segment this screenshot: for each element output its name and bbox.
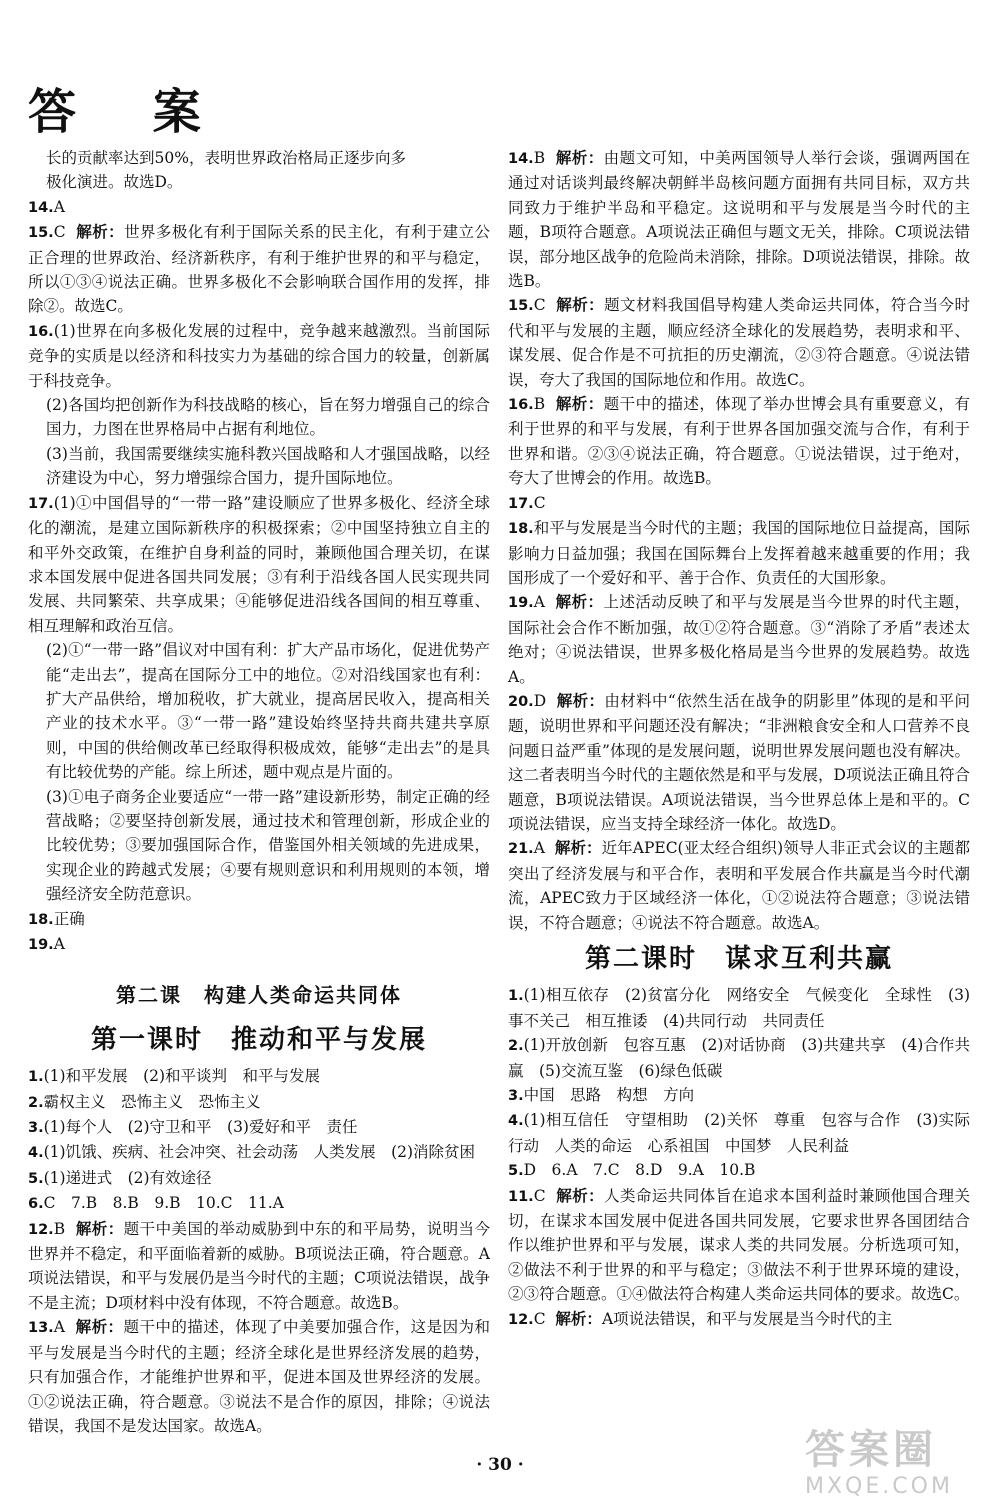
answer-text: 和平与发展是当今时代的主题；我国的国际地位日益提高，国际影响力日益加强；我国在国际舞台上发挥着越来越重要的作用；我国形成了一个爱好和平、善于合作、负责任的大国形象。 [508, 519, 970, 587]
analysis-text: 人类命运共同体旨在追求本国利益时兼顾他国合理关切，在谋求本国发展中促进各国共同发展，它要求世界各国团结合作以维护世界和平与发展，谋求人类的共同发展。分析选项可知，②做法不利于世界的和平与稳定；③做法不利于世界环境的建设，②③符合题意。①④做法符合构建人类命运共同体的要求。故选C。 [508, 1186, 970, 1304]
answer-item [508, 1033, 970, 1083]
answer-item [28, 1217, 490, 1316]
answer-number: 17. [28, 495, 54, 512]
intro-line-2: 极化演进。故选D。 [46, 173, 183, 192]
answer-number: 12. [508, 1311, 534, 1328]
answer-list [28, 195, 490, 958]
answer-item [508, 392, 970, 491]
answer-text: B [533, 149, 546, 167]
answer-number: 18. [28, 911, 54, 928]
analysis-label: 解析： [555, 148, 604, 167]
analysis-label: 解析： [75, 1317, 124, 1337]
analysis-label: 解析： [76, 222, 125, 242]
answer-item [508, 836, 970, 935]
analysis-text: 世界多极化有利于国际关系的民主化，有利于建立公正合理的世界政治、经济新秩序，有利于维护世界的和平与稳定，所以①③④说法正确。世界多极化不会影响联合国作用的发挥，排除②。故选C。 [28, 223, 490, 316]
answer-text: C [533, 1186, 546, 1205]
answer-list [508, 146, 970, 935]
answer-text: (1)和平发展 (2)和平谈判 和平与发展 [43, 1067, 321, 1086]
analysis-text: 题干中美国的举动威胁到中东的和平局势，说明当今世界并不稳定，和平面临着新的威胁。B项说法正确，符合题意。A项说法错误，和平与发展仍是当今时代的主题；C项说法错误，战争不是主流；D项材料中没有体现，不符合题意。故选B。 [28, 1219, 490, 1312]
answer-text: (1)递进式 (2)有效途径 [43, 1168, 212, 1187]
answer-item [28, 1090, 490, 1115]
answer-number: 19. [508, 595, 534, 612]
answer-number: 17. [508, 495, 534, 512]
answer-number: 16. [508, 397, 534, 414]
answer-text: B [533, 395, 546, 414]
page-title: 答 案 [28, 84, 231, 140]
answer-item [28, 1166, 490, 1191]
answer-number: 15. [508, 298, 534, 315]
analysis-text: 题干中的描述，体现了中美要加强合作，这是因为和平与发展是当今时代的主题；经济全球化是世界经济发展的趋势，只有加强合作，才能维护世界和平，促进本国及世界经济的发展。①②说法正确，符合题意。③说法不是合作的原因，排除；④说法错误，我国不是发达国家。故选A。 [28, 1318, 490, 1435]
answer-text: C [53, 223, 66, 242]
answer-text: D [533, 691, 547, 710]
answer-number: 6. [28, 1196, 44, 1213]
analysis-text: 近年APEC(亚太经合组织)领导人非正式会议的主题都突出了经济发展与和平合作，表明和平发展合作共赢是当今时代潮流，APEC致力于区域经济一体化，①②说法符合题意；③说法错误，不符合题意；④说法不符合题意。故选A。 [508, 839, 970, 932]
section-answer-list [508, 983, 970, 1332]
answer-text: 霸权主义 恐怖主义 恐怖主义 [43, 1092, 261, 1111]
answer-item [28, 319, 490, 393]
analysis-text: 由材料中“依然生活在战争的阴影里”体现的是和平问题，说明世界和平问题还没有解决；“非洲粮食安全和人口营养不良问题日益严重”体现的是发展问题，说明世界发展问题也没有解决。这二者表明当今时代的主题依然是和平与发展，D项说法正确且符合题意，B项说法错误。A项说法错误，当今世界总体上是和平的。C项说法错误，应当支持全球经济一体化。故选D。 [508, 691, 970, 833]
answer-number: 16. [28, 323, 54, 340]
answer-text: B [53, 1219, 66, 1238]
analysis-label: 解析： [556, 690, 605, 710]
answer-text: (2)①“一带一路”倡议对中国有利：扩大产品市场化，促进优势产能“走出去”，提高在国际分工中的地位。②对沿线国家也有利：扩大产品供给，增加税收，扩大就业，提高居民收入，提高相关产业的技术水平。③“一带一路”建设始终坚持共商共建共享原则，中国的供给侧改革已经取得积极成效，能够“走出去”的是具有比较优势的产能。综上所述，题中观点是片面的。 [46, 641, 490, 782]
answer-item [28, 220, 490, 319]
page-number: · 30 · [476, 1455, 524, 1475]
section-answer-list [28, 1064, 490, 1438]
answer-number: 12. [28, 1221, 54, 1238]
answer-item [508, 146, 970, 293]
analysis-label: 解析： [555, 394, 604, 414]
answer-text: C [533, 493, 546, 512]
answer-text: A [53, 197, 65, 216]
answer-item [28, 1115, 490, 1140]
answer-number: 2. [508, 1038, 524, 1055]
answer-item [508, 590, 970, 689]
answer-item [28, 907, 490, 932]
answer-item [28, 442, 490, 491]
answer-number: 14. [28, 199, 54, 216]
answer-number: 21. [508, 841, 534, 858]
answer-number: 3. [508, 1088, 524, 1105]
watermark-url: MXQE.COM [805, 1474, 953, 1499]
section-title: 第一课时 推动和平与发展 [90, 1024, 427, 1055]
answer-number: 11. [508, 1188, 534, 1205]
answer-text: C [533, 1309, 546, 1328]
right-column [508, 146, 970, 1332]
answer-text: (1)相互依存 (2)贫富分化 网络安全 气候变化 全球性 (3)事不关己 相互推诿 (4)共同行动 共同责任 [508, 986, 970, 1030]
answer-text: (1)相互信任 守望相助 (2)关怀 尊重 包容与合作 (3)实际行动 人类的命运 心系祖国 中国梦 人民利益 [508, 1111, 970, 1155]
answer-number: 3. [28, 1120, 44, 1137]
answer-text: C [533, 296, 546, 315]
answer-item [28, 393, 490, 442]
answer-item [28, 195, 490, 220]
answer-text: C 7.B 8.B 9.B 10.C 11.A [43, 1194, 284, 1213]
answer-item [28, 785, 490, 907]
answer-text: 中国 思路 构想 方向 [523, 1086, 695, 1105]
analysis-text: 由题文可知，中美两国领导人举行会谈，强调两国在通过对话谈判最终解决朝鲜半岛核问题方面拥有共同目标，双方共同致力于维护半岛和平稳定。这说明和平与发展是当今时代的主题，B项符合题意。A项说法正确但与题文无关，排除。C项说法错误，部分地区战争的危险尚未消除，排除。D项说法错误，排除。故选B。 [508, 149, 970, 291]
lesson-title: 第二课 构建人类命运共同体 [116, 983, 402, 1008]
answer-text: A [53, 935, 65, 953]
analysis-text: 题干中的描述，体现了举办世博会具有重要意义，有利于世界的和平与发展，有利于世界各国加强交流与合作，有利于世界和谐。②③④说法正确，符合题意。①说法错误，过于绝对，夸大了世博会的作用。故选B。 [508, 395, 970, 488]
answer-item [508, 293, 970, 392]
watermark [805, 1425, 990, 1503]
analysis-label: 解析： [554, 838, 602, 858]
section-title: 第二课时 谋求互利共赢 [584, 944, 893, 974]
answer-text: (2)各国均把创新作为科技战略的核心，旨在努力增强自己的综合国力，力图在世界格局中占据有利地位。 [46, 396, 490, 439]
answer-number: 14. [508, 151, 534, 167]
answer-item [508, 1158, 970, 1183]
intro-line-1: 长的贡献率达到50%，表明世界政治格局正逐步向多 [46, 149, 406, 167]
answer-text: A [53, 1318, 65, 1337]
answer-item [508, 983, 970, 1033]
answer-text: D 6.A 7.C 8.D 9.A 10.B [523, 1161, 756, 1180]
answer-item [28, 1064, 490, 1089]
answer-item [508, 491, 970, 516]
answer-text: 正确 [53, 909, 85, 928]
analysis-label: 解析： [555, 1308, 602, 1328]
answer-number: 15. [28, 225, 54, 242]
answer-item [508, 1307, 970, 1332]
answer-item [28, 932, 490, 957]
answer-number: 1. [28, 1069, 44, 1086]
answer-item [508, 516, 970, 590]
answer-text: (1)开放创新 包容互惠 (2)对话协商 (3)共建共享 (4)合作共赢 (5)交流互鉴 (6)绿色低碳 [508, 1036, 970, 1080]
answer-number: 13. [28, 1320, 54, 1337]
answer-text: (3)当前，我国需要继续实施科教兴国战略和人才强国战略，以经济建设为中心，努力增强综合国力，提升国际地位。 [46, 444, 490, 488]
analysis-text: 题文材料我国倡导构建人类命运共同体，符合当今时代和平与发展的主题，顺应经济全球化的发展趋势，表明求和平、谋发展、促合作是不可抗拒的历史潮流，②③符合题意。④说法错误，夸大了我国的国际地位和作用。故选C。 [508, 296, 970, 389]
answer-number: 20. [508, 693, 534, 710]
answer-number: 5. [28, 1170, 44, 1187]
answer-number: 18. [508, 521, 534, 538]
answer-number: 19. [28, 937, 54, 953]
answer-text: (1)①中国倡导的“一带一路”建设顺应了世界多极化、经济全球化的潮流，是建立国际新秩序的积极探索；②中国坚持独立自主的和平外交政策，在维护自身利益的同时，兼顾他国合理关切，在谋求本国发展中促进各国共同发展；③有利于沿线各国人民实现共同发展、共同繁荣、共享成果；④能够促进沿线各国间的相互尊重、相互理解和政治互信。 [28, 493, 490, 635]
answer-number: 5. [508, 1163, 524, 1180]
answer-number: 4. [508, 1113, 524, 1130]
answer-text: A [533, 839, 545, 858]
answer-item [28, 491, 490, 638]
answer-item [28, 1140, 490, 1165]
answer-number: 1. [508, 988, 524, 1005]
answer-text: A [533, 593, 545, 612]
analysis-label: 解析： [556, 295, 605, 315]
analysis-text: 上述活动反映了和平与发展是当今世界的时代主题，国际社会合作不断加强，故①②符合题意。③“消除了矛盾”表述太绝对；④说法错误，世界多极化格局是当今世界的发展趋势。故选A。 [508, 593, 970, 686]
answer-text: (3)①电子商务企业要适应“一带一路”建设新形势，制定正确的经营战略；②要坚持创新发展，通过技术和管理创新，形成企业的比较优势；③要加强国际合作，借鉴国外相关领域的先进成果，实现企业的跨越式发展；④要有规则意识和利用规则的本领，增强经济安全防范意识。 [46, 787, 490, 904]
answer-number: 4. [28, 1145, 44, 1162]
answer-text: (1)世界在向多极化发展的过程中，竞争越来越激烈。当前国际竞争的实质是以经济和科技实力为基础的综合国力的较量，创新属于科技竞争。 [28, 321, 490, 390]
answer-item [28, 638, 490, 784]
analysis-label: 解析： [556, 1185, 605, 1205]
watermark-logo: 答案圈 [805, 1427, 937, 1473]
answer-item [508, 1108, 970, 1158]
answer-item [508, 1184, 970, 1307]
analysis-label: 解析： [75, 1218, 124, 1238]
answer-item [28, 1191, 490, 1216]
answer-item [508, 1083, 970, 1108]
left-column [28, 146, 490, 1438]
answer-text: (1)饥饿、疾病、社会冲突、社会动荡 人类发展 (2)消除贫困 [43, 1143, 476, 1162]
answer-text: (1)每个人 (2)守卫和平 (3)爱好和平 责任 [43, 1118, 358, 1137]
answer-item [28, 1315, 490, 1438]
answer-item [508, 689, 970, 836]
answer-number: 2. [28, 1094, 44, 1111]
analysis-text: A项说法错误，和平与发展是当今时代的主 [601, 1309, 893, 1328]
analysis-label: 解析： [555, 592, 604, 612]
